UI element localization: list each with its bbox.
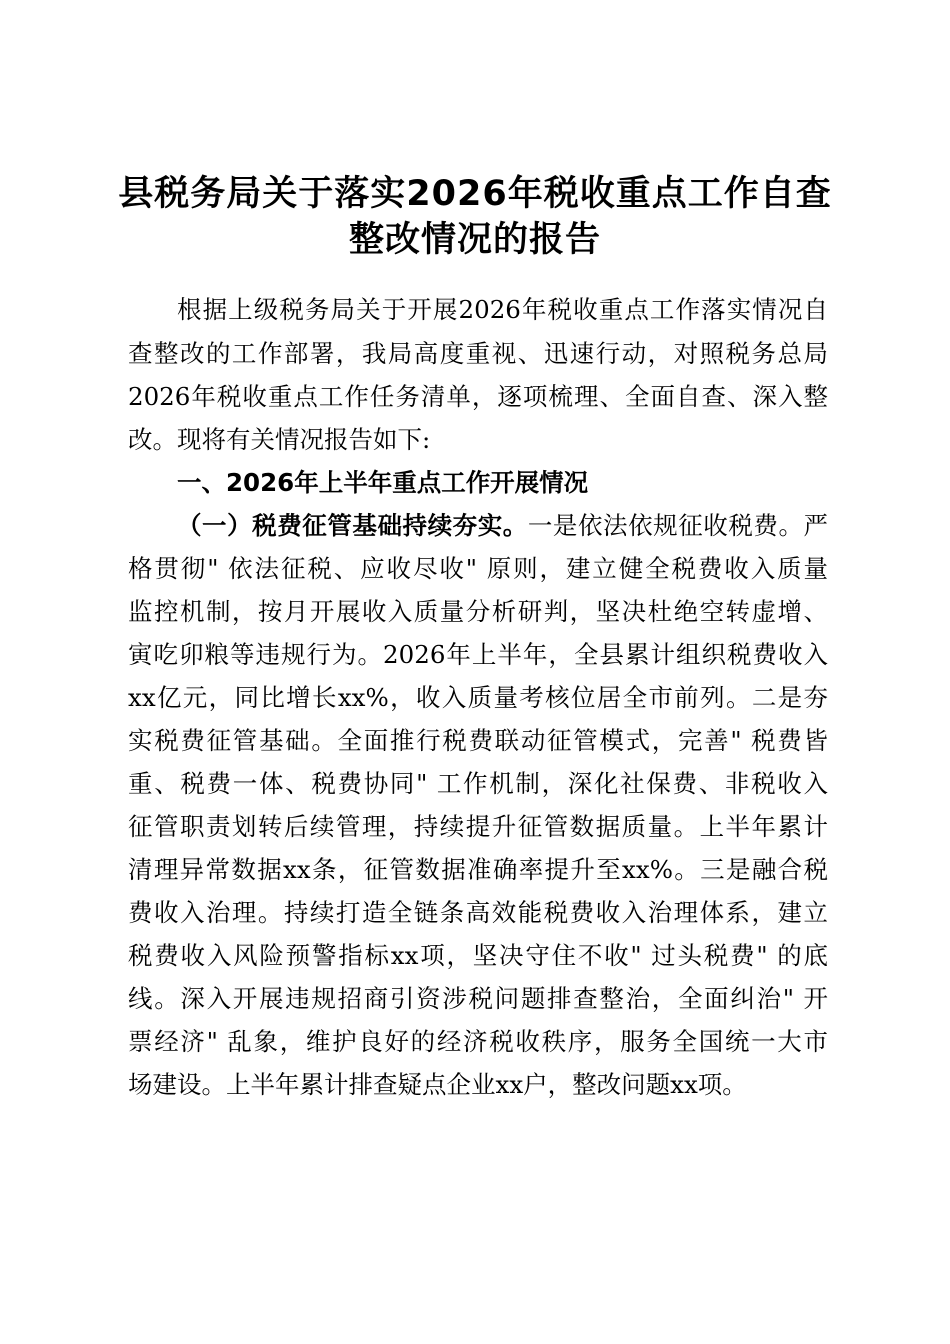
subsection-first-line bbox=[177, 506, 828, 546]
body-line: 寅吃卯粮等违规行为。2026年上半年，全县累计组织税费收入 bbox=[128, 640, 828, 669]
body-line: 重、税费一体、税费协同" 工作机制，深化社保费、非税收入 bbox=[128, 769, 828, 798]
intro-line: 2026年税收重点工作任务清单，逐项梳理、全面自查、深入整 bbox=[128, 382, 828, 411]
document-title-line-2: 整改情况的报告 bbox=[348, 220, 601, 260]
body-line: 清理异常数据xx条，征管数据准确率提升至xx%。三是融合税 bbox=[128, 855, 828, 884]
body-line: 格贯彻" 依法征税、应收尽收" 原则，建立健全税费收入质量 bbox=[128, 554, 828, 583]
body-line: 场建设。上半年累计排查疑点企业xx户，整改问题xx项。 bbox=[128, 1070, 747, 1099]
body-line: 实税费征管基础。全面推行税费联动征管模式，完善" 税费皆 bbox=[128, 726, 828, 755]
subsection-text: 一是依法依规征收税费。严 bbox=[527, 511, 829, 540]
body-line: 征管职责划转后续管理，持续提升征管数据质量。上半年累计 bbox=[128, 812, 828, 841]
section-heading-1: 一、2026年上半年重点工作开展情况 bbox=[177, 468, 589, 497]
document-title-line-1: 县税务局关于落实2026年税收重点工作自查 bbox=[118, 174, 832, 214]
subsection-heading: （一）税费征管基础持续夯实。 bbox=[177, 511, 528, 540]
body-line: 监控机制，按月开展收入质量分析研判，坚决杜绝空转虚增、 bbox=[128, 597, 828, 626]
body-line: 票经济" 乱象，维护良好的经济税收秩序，服务全国统一大市 bbox=[128, 1027, 828, 1056]
body-line: 线。深入开展违规招商引资涉税问题排查整治，全面纠治" 开 bbox=[128, 984, 828, 1013]
body-line: xx亿元，同比增长xx%，收入质量考核位居全市前列。二是夯 bbox=[128, 683, 828, 712]
body-line: 税费收入风险预警指标xx项，坚决守住不收" 过头税费" 的底 bbox=[128, 941, 828, 970]
body-line: 费收入治理。持续打造全链条高效能税费收入治理体系，建立 bbox=[128, 898, 828, 927]
intro-line: 改。现将有关情况报告如下: bbox=[128, 425, 431, 454]
intro-line: 查整改的工作部署，我局高度重视、迅速行动，对照税务总局 bbox=[128, 339, 828, 368]
intro-line: 根据上级税务局关于开展2026年税收重点工作落实情况自 bbox=[177, 295, 828, 324]
